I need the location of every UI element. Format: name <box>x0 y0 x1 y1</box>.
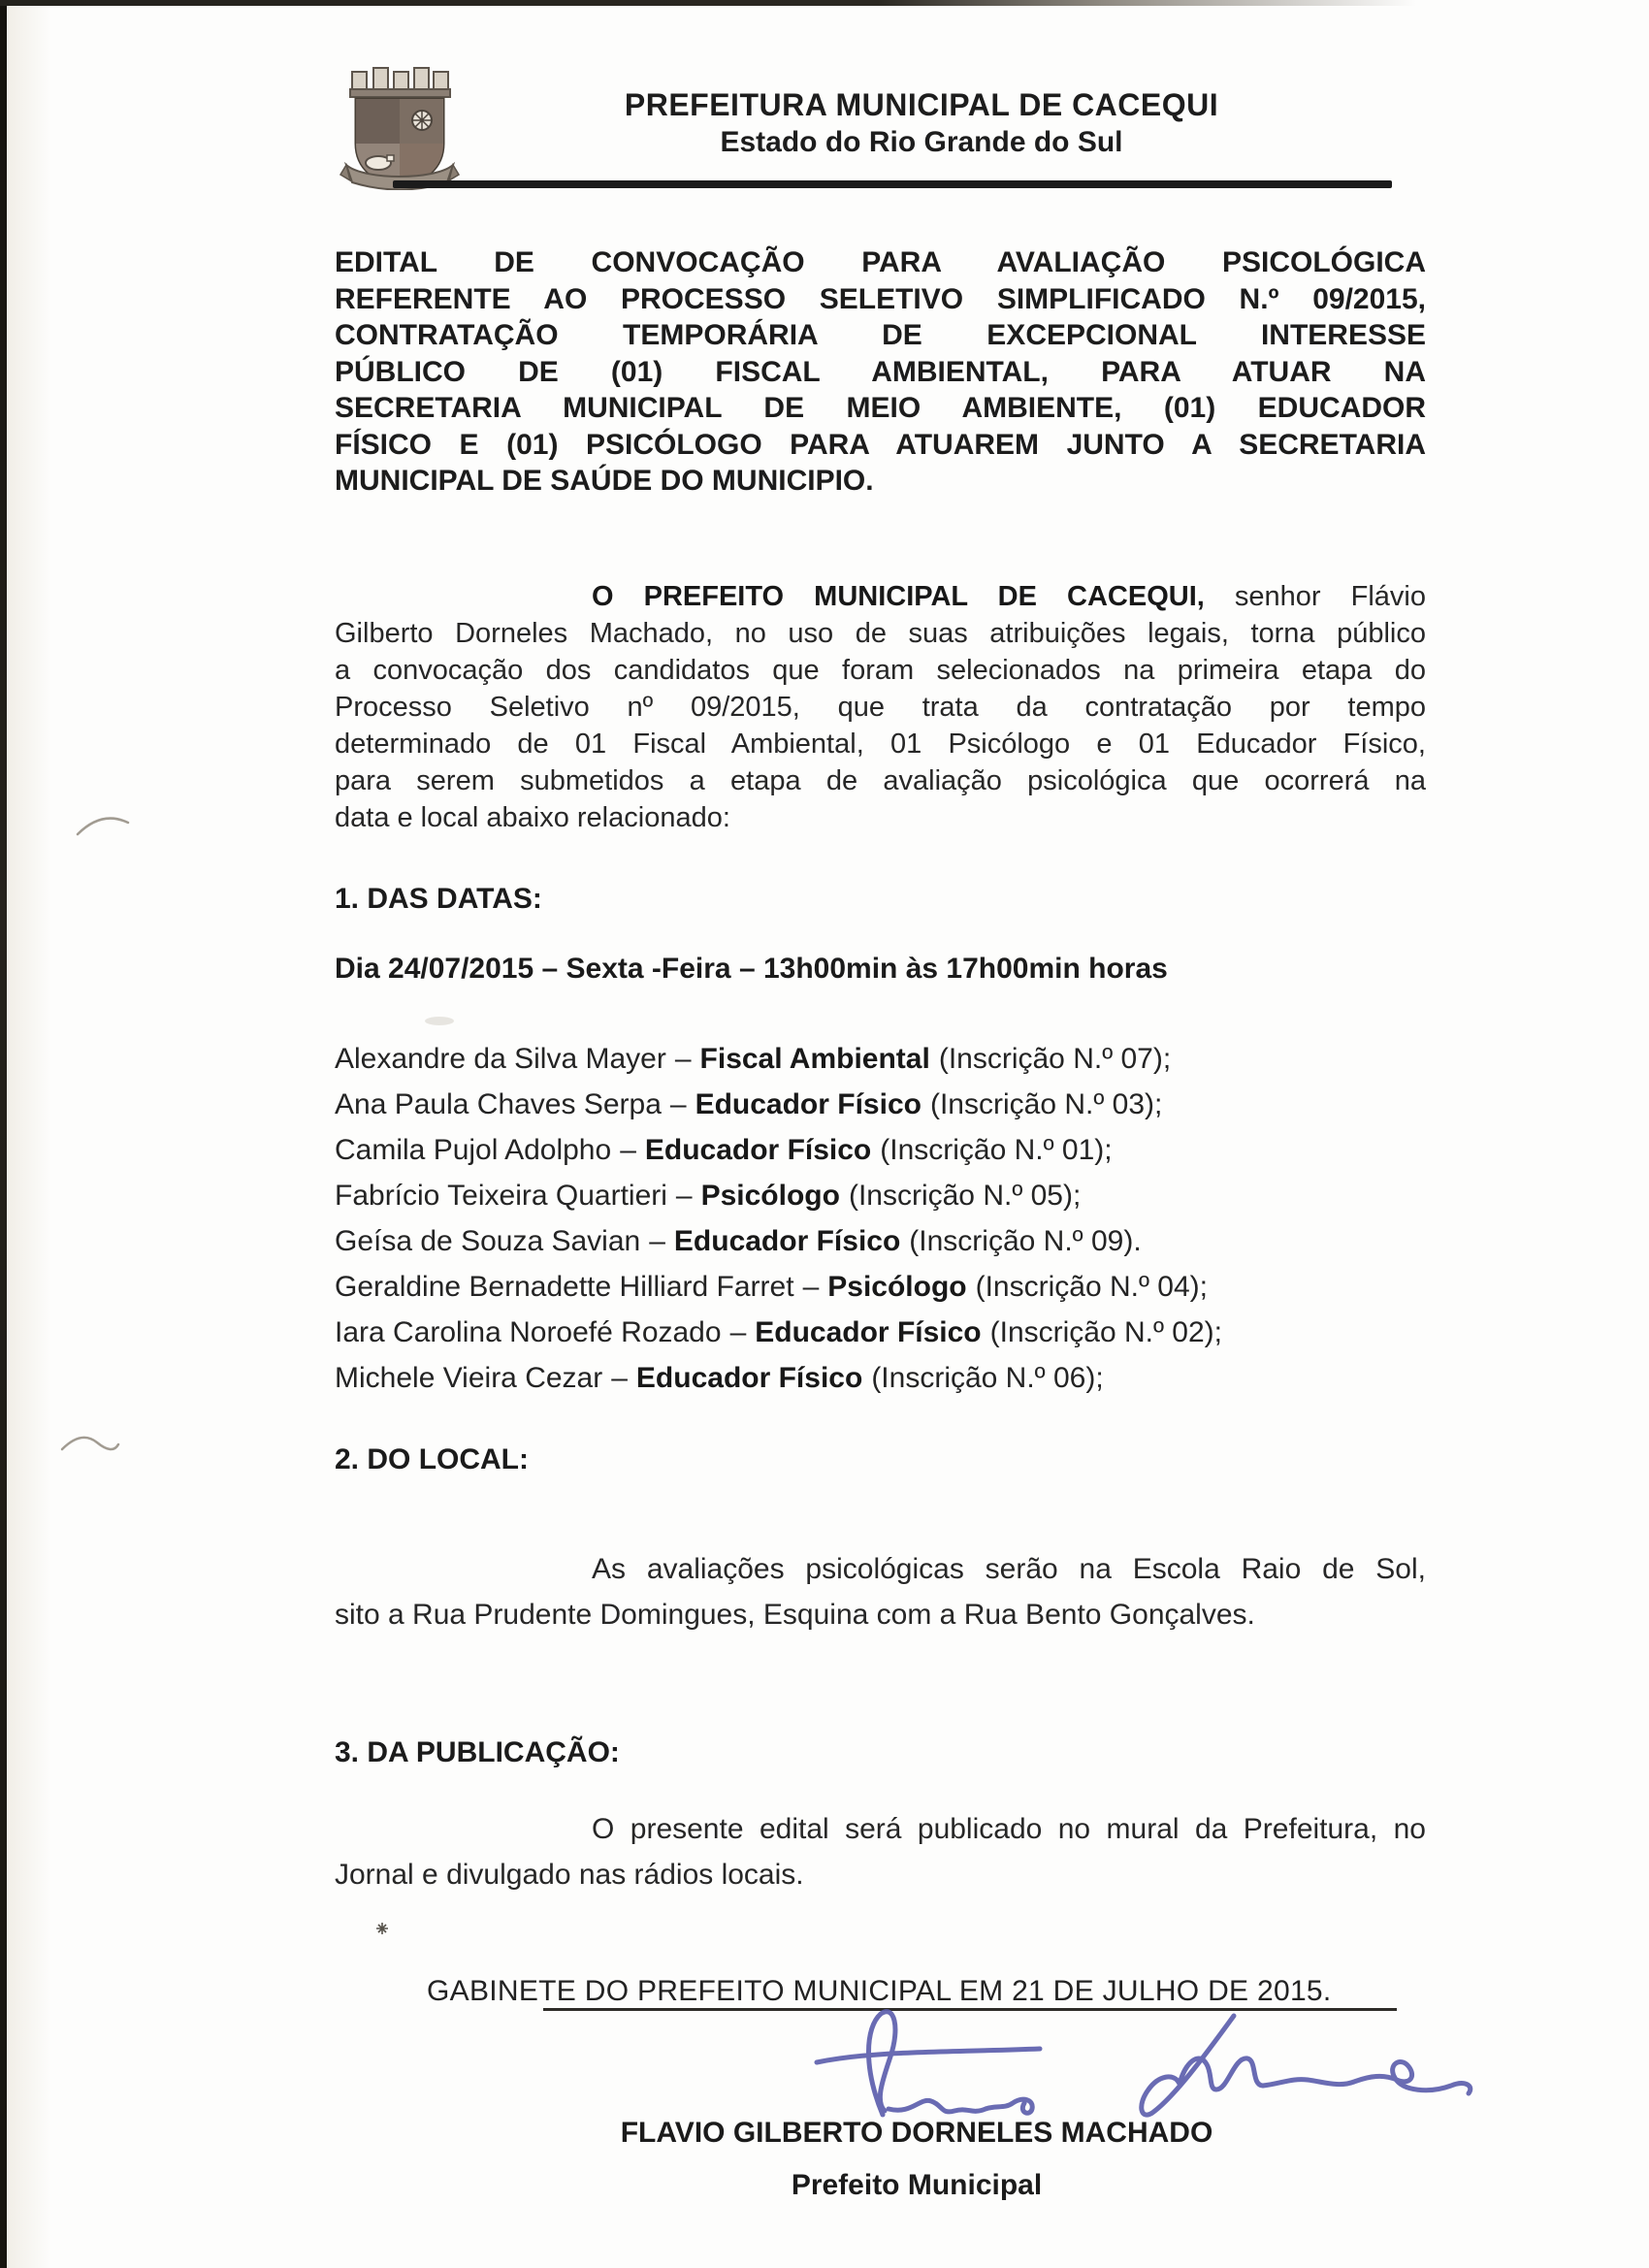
candidate-name: Camila Pujol Adolpho <box>335 1134 612 1166</box>
candidate-row <box>335 1036 1426 1082</box>
intro-lead: O PREFEITO MUNICIPAL DE CACEQUI, <box>592 581 1205 612</box>
gabinete-line: GABINETE DO PREFEITO MUNICIPAL EM 21 DE JULHO DE 2015. <box>427 1975 1332 2007</box>
candidate-role: Educador Físico <box>644 1134 872 1166</box>
signer-name: FLAVIO GILBERTO DORNELES MACHADO <box>620 2117 1213 2149</box>
candidate-row <box>335 1082 1426 1127</box>
candidate-inscricao: (Inscrição N.º 06); <box>871 1362 1104 1394</box>
candidate-row <box>335 1310 1426 1355</box>
edict-title-line: EDITAL DE CONVOCAÇÃO PARA AVALIAÇÃO PSICOLÓGICA <box>335 246 1426 278</box>
signer-title: Prefeito Municipal <box>791 2169 1043 2201</box>
candidate-row <box>335 1355 1426 1401</box>
section-heading-local: 2. DO LOCAL: <box>335 1443 529 1475</box>
scan-smudge <box>425 1017 454 1025</box>
scan-pencil-mark <box>58 1424 122 1465</box>
edict-title <box>335 244 1426 500</box>
ink-speck <box>374 1921 390 1936</box>
intro-line-rest: senhor Flávio <box>1204 581 1426 612</box>
dash-separator: – <box>669 1088 687 1120</box>
edict-title-line: REFERENTE AO PROCESSO SELETIVO SIMPLIFICADO N.º 09/2015, <box>335 282 1426 315</box>
intro-paragraph <box>335 578 1426 836</box>
edict-title-line: SECRETARIA MUNICIPAL DE MEIO AMBIENTE, (01) EDUCADOR <box>335 392 1426 424</box>
candidate-name: Geísa de Souza Savian <box>335 1225 641 1257</box>
candidate-inscricao: (Inscrição N.º 09). <box>909 1225 1142 1257</box>
edict-title-line: FÍSICO E (01) PSICÓLOGO PARA ATUAREM JUNTO A SECRETARIA <box>335 428 1426 461</box>
local-paragraph <box>335 1546 1426 1637</box>
handwritten-signature <box>795 2000 1494 2126</box>
candidate-name: Michele Vieira Cezar <box>335 1362 603 1394</box>
candidate-row <box>335 1127 1426 1173</box>
candidate-inscricao: (Inscrição N.º 04); <box>975 1271 1208 1303</box>
candidate-role: Fiscal Ambiental <box>699 1043 930 1075</box>
candidate-name: Ana Paula Chaves Serpa <box>335 1088 662 1120</box>
candidate-name: Fabrício Teixeira Quartieri <box>335 1180 667 1212</box>
local-line: As avaliações psicológicas serão na Escola Raio de Sol, <box>592 1553 1426 1585</box>
scan-edge-left <box>0 0 7 2268</box>
dash-separator: – <box>611 1362 628 1394</box>
publicacao-line: Jornal e divulgado nas rádios locais. <box>335 1859 804 1891</box>
letterhead-org: PREFEITURA MUNICIPAL DE CACEQUI <box>624 87 1219 122</box>
scan-edge-shading <box>7 0 51 2268</box>
dash-separator: – <box>675 1180 693 1212</box>
letterhead-rule <box>393 180 1392 188</box>
candidate-inscricao: (Inscrição N.º 07); <box>938 1043 1172 1075</box>
intro-line <box>335 578 1426 615</box>
letterhead-state: Estado do Rio Grande do Sul <box>720 126 1123 158</box>
candidate-name: Iara Carolina Noroefé Rozado <box>335 1316 722 1348</box>
dash-separator: – <box>620 1134 636 1166</box>
section-heading-datas: 1. DAS DATAS: <box>335 883 542 915</box>
candidate-inscricao: (Inscrição N.º 02); <box>989 1316 1222 1348</box>
candidate-list <box>335 1036 1426 1401</box>
candidate-name: Geraldine Bernadette Hilliard Farret <box>335 1271 794 1303</box>
dash-separator: – <box>729 1316 747 1348</box>
publicacao-paragraph <box>335 1806 1426 1897</box>
candidate-inscricao: (Inscrição N.º 03); <box>929 1088 1163 1120</box>
exam-date-line: Dia 24/07/2015 – Sexta -Feira – 13h00min às 17h00min horas <box>335 953 1168 985</box>
candidate-row <box>335 1264 1426 1310</box>
candidate-name: Alexandre da Silva Mayer <box>335 1043 666 1075</box>
candidate-row <box>335 1218 1426 1264</box>
municipal-coat-of-arms-icon <box>337 60 463 190</box>
candidate-row <box>335 1173 1426 1218</box>
edict-title-line: PÚBLICO DE (01) FISCAL AMBIENTAL, PARA ATUAR NA <box>335 355 1426 388</box>
intro-line: Gilberto Dorneles Machado, no uso de suas atribuições legais, torna público <box>335 618 1426 649</box>
candidate-role: Educador Físico <box>635 1362 863 1394</box>
candidate-role: Educador Físico <box>673 1225 901 1257</box>
candidate-role: Educador Físico <box>695 1088 922 1120</box>
publicacao-line: O presente edital será publicado no mural da Prefeitura, no <box>592 1813 1426 1845</box>
candidate-role: Psicólogo <box>700 1180 840 1212</box>
scan-edge-top <box>0 0 1416 6</box>
intro-line: Processo Seletivo nº 09/2015, que trata da contratação por tempo <box>335 692 1426 723</box>
intro-line: a convocação dos candidatos que foram selecionados na primeira etapa do <box>335 655 1426 686</box>
candidate-inscricao: (Inscrição N.º 01); <box>880 1134 1113 1166</box>
dash-separator: – <box>802 1271 820 1303</box>
candidate-inscricao: (Inscrição N.º 05); <box>848 1180 1082 1212</box>
intro-line: determinado de 01 Fiscal Ambiental, 01 Psicólogo e 01 Educador Físico, <box>335 729 1426 760</box>
section-heading-publicacao: 3. DA PUBLICAÇÃO: <box>335 1736 620 1768</box>
intro-line: para serem submetidos a etapa de avaliação psicológica que ocorrerá na <box>335 765 1426 796</box>
candidate-role: Educador Físico <box>755 1316 982 1348</box>
local-line: sito a Rua Prudente Domingues, Esquina com a Rua Bento Gonçalves. <box>335 1599 1255 1631</box>
intro-line: data e local abaixo relacionado: <box>335 802 730 833</box>
scan-pencil-mark <box>73 805 133 846</box>
candidate-role: Psicólogo <box>827 1271 967 1303</box>
edict-title-line: MUNICIPAL DE SAÚDE DO MUNICIPIO. <box>335 465 874 497</box>
edict-title-line: CONTRATAÇÃO TEMPORÁRIA DE EXCEPCIONAL INTERESSE <box>335 319 1426 351</box>
letterhead <box>466 85 1377 161</box>
dash-separator: – <box>649 1225 665 1257</box>
dash-separator: – <box>674 1043 692 1075</box>
